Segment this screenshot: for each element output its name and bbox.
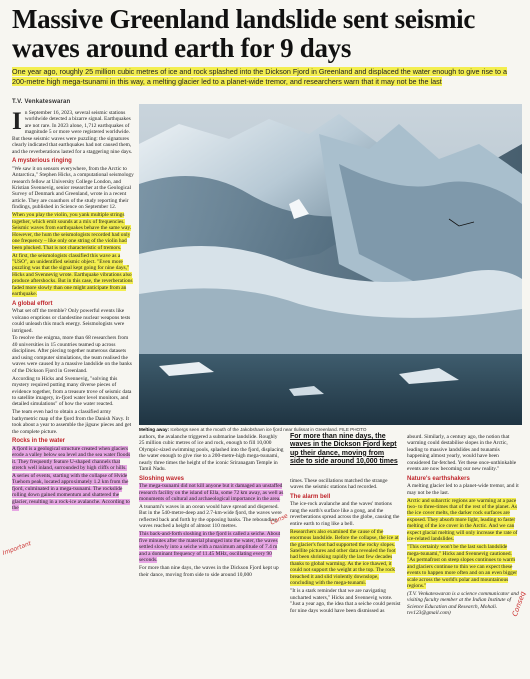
pull-quote: For more than nine days, the waves in the Dickson Fjord kept up their dance, moving from side to side around 10,000 times xyxy=(290,433,398,465)
paragraph-highlighted: A fjord is a geological structure created when glaciers erode a valley below sea level and the sea water floods it. They frequently feature U-shaped channels that stretch well inland, surrounded by high cliffs or hills. xyxy=(12,445,131,472)
handwritten-annotation: Important xyxy=(1,540,33,557)
paragraph: absurd. Similarly, a century ago, the notion that warming could destabilise slopes in the Arctic, leading to massive landslides and tsunamis happening almost yearly, would have been considered far-fetched. Yet these once-unthinkable events are now becoming our new reality." xyxy=(407,434,517,473)
standfirst xyxy=(12,67,518,87)
column-3 xyxy=(290,478,402,675)
paragraph: times. These oscillations matched the strange waves the seismic stations had recorded. xyxy=(290,478,388,491)
paragraph-highlighted: "This certainly won't be the last such landslide mega-tsunami," Hicks and Svennevig cautioned. "As permafrost on steep slopes continues to warm and glaciers continue to thin we can expect these events to happen more often and on an even bigger scale across the world's polar and mountainous regions." xyxy=(407,544,518,589)
paragraph: A tsunami's waves in an ocean would have spread and dispersed. But in the 540-metre-deep and 2.7-km-wide fjord, the waves were reflected back and forth by the opposing banks. The rebounding waves reached a height of almost 110 metres. xyxy=(139,504,282,530)
intro-paragraph: In September 16, 2023, several seismic stations worldwide detected a bizarre signal. Earthquakes are not rare. In 2023 alone, 1,712 earthquakes of magnitude 5 or more were registered worldwide. But these seismic waves were puzzling: the signatures clearly indicated that earthquakes had not caused them, and the reverberations lasted for a staggering nine days. xyxy=(12,110,133,155)
byline: T.V. Venkateswaran xyxy=(12,99,71,105)
subheading-alarm-bell: The alarm bell xyxy=(290,493,331,500)
paragraph: "We saw it on sensors everywhere, from the Arctic to Antarctica," Stephen Hicks, a computational seismology research fellow at University College London, and Kristian Svennevig, senior researcher at the Geological Survey of Denmark and Greenland, wrote in a recent article. They are coauthors of the study reporting their findings, published in Science on September 12. xyxy=(12,165,134,211)
paragraph: (T.V. Venkateswaran is a science communicator and visiting faculty member at the Indian Institute of Science Education and Research, Mohali. tvv123@gmail.com) xyxy=(407,590,519,617)
subheading-mysterious-ringing: A mysterious ringing xyxy=(12,158,72,165)
caption-credit: FILE PHOTO xyxy=(339,427,367,432)
paragraph-highlighted: A series of events, starting with the collapse of Hvide Tuehorn peak, located approximately 1.2 km from the fjord, culminated in a mega-tsunami. The rockslide rolling down gained momentum and shattered the glacier, resulting in a rock-ice avalanche. According to the xyxy=(12,473,130,512)
headline: Massive Greenland landslide sent seismic waves around earth for 9 days xyxy=(12,4,476,63)
paragraph-highlighted: This back-and-forth sloshing in the fjord is called a seiche. About five minutes after the material plunged into the water, the waves settled slowly into a seiche with a maximum amplitude of 7.4 m and a dominant frequency of 11.45 MHz, oscillating every 90 seconds. xyxy=(139,531,281,564)
paragraph: To resolve the enigma, more than 68 researchers from 40 universities in 15 countries teamed up across disciplines. After piecing together numerous datasets and using computer simulations, the team realised the waves were caused by a massive landslide on the banks of the Dickson Fjord in Greenland. xyxy=(12,335,132,374)
subheading-natures-earthshakers: Nature's earthshakers xyxy=(407,475,470,482)
caption-label: Melting away: xyxy=(139,427,170,432)
paragraph: The ice-rock avalanche and the waves' motions rang the earth's surface like a gong, and the reverberations spread across the globe, causing the entire earth to ring like a bell. xyxy=(290,501,400,527)
paragraph: A melting glacier led to a planet-wide tremor, and it may not be the last. xyxy=(407,483,519,496)
subheading-rocks-in-water: Rocks in the water xyxy=(12,438,66,445)
paragraph: The team even had to obtain a classified army bathymetric map of the fjord from the Danish Navy. It took about a year to assemble the jigsaw pieces and get the complete picture. xyxy=(12,409,132,435)
paragraph: For more than nine days, the waves in the Dickson Fjord kept up their dance, moving from side to side around 10,000 xyxy=(139,565,279,578)
paragraph-highlighted: At first, the seismologists classified this wave as a "USO", an unidentified seismic object. "Even more puzzling was that the signal kept going for nine days," Hicks and Svennevig wrote. Earthquake vibrations also produce aftershocks. But in this case, the reverberations faded more slowly than one might anticipate from an earthquake. xyxy=(12,252,133,298)
paragraph: "It is a stark reminder that we are navigating uncharted waters," Hicks and Svennevig wrote. "Just a year ago, the idea that a seiche could persist for nine days would have been dismissed as xyxy=(290,588,401,614)
column-4 xyxy=(407,434,519,675)
drop-cap: I xyxy=(12,110,22,135)
paragraph-highlighted: Researchers also examined the cause of the enormous landslide. Before the collapse, the ice at the glacier's foot had supported the rocky slopes. Satellite pictures and other data revealed the foot had been shrinking rapidly the last few decades thanks to global warming. As the ice thawed, it could not support the weight at the top. The rock breached it and slid violently downslope, concluding with the mega-tsunami. xyxy=(290,528,399,587)
paragraph-highlighted: Arctic and subarctic regions are warming at a pace two- to three-times that of the rest of the planet. As the ice cover melts, the darker rock surfaces are exposed. They absorb more light, leading to faster melting of the ice cover in the Arctic. And we can expect glacial melting will only increase the rate of ice-related landslides. xyxy=(407,497,518,543)
column-1 xyxy=(12,110,134,675)
paragraph-highlighted: When you play the violin, you yank multiple strings together, which emit sounds at a mix of frequencies. Seismic waves from earthquakes behave the same way. However, the hum the seismologists recorded had only one frequency – like only one string of the violin had been plucked. That is not characteristic of tremors. xyxy=(12,212,132,251)
paragraph-highlighted: The mega-tsunami did not kill anyone but it damaged an unstaffed research facility on the island of Ella, some 72 km away, as well as monuments of cultural and archaeological importance in the area. xyxy=(139,483,284,503)
caption-text: Icebergs seen at the mouth of the Jakobshavn ice fjord near Ilulissat in Greenland. xyxy=(170,427,338,432)
paragraph: What set off the tremble? Only powerful events like volcano eruptions or clandestine nuclear weapons tests could unleash this much energy. Seismologists were intrigued. xyxy=(12,308,131,334)
handwritten-annotation: Conse xyxy=(269,512,290,527)
standfirst-highlight: One year ago, roughly 25 million cubic metres of ice and rock splashed into the Dickson Fjord in Greenland and displaced the water enough to give rise to a 200-metre high mega-tsunami in this way, a melting glacier led to a planet-wide tremor, and researchers warn that it may not be the last xyxy=(12,67,508,86)
subheading-sloshing-waves: Sloshing waves xyxy=(139,475,185,482)
paragraph: authors, the avalanche triggered a submarine landslide. Roughly 25 million cubic metres of ice and rock, enough to fill 10,000 Olympic-sized swimming pools, splashed into the fjord, displacing the water enough to give rise to a 200-metre-high mega-tsunami, nearly three times the height of the iconic Sriranagam Temple in Tamil Nadu. xyxy=(139,434,284,473)
paragraph: According to Hicks and Svennevig, "solving this mystery required putting many diverse pieces of evidence together, from a treasure trove of seismic data to satellite imagery, in-fjord water level monitors, and detailed simulations" of how the water reacted. xyxy=(12,375,132,408)
glacier-photo xyxy=(139,104,522,425)
subheading-global-effort: A global effort xyxy=(12,300,53,307)
column-2 xyxy=(139,434,284,675)
photo-caption xyxy=(139,427,522,432)
handwritten-annotation: Conseq xyxy=(510,590,528,618)
glacier-image xyxy=(139,104,522,425)
